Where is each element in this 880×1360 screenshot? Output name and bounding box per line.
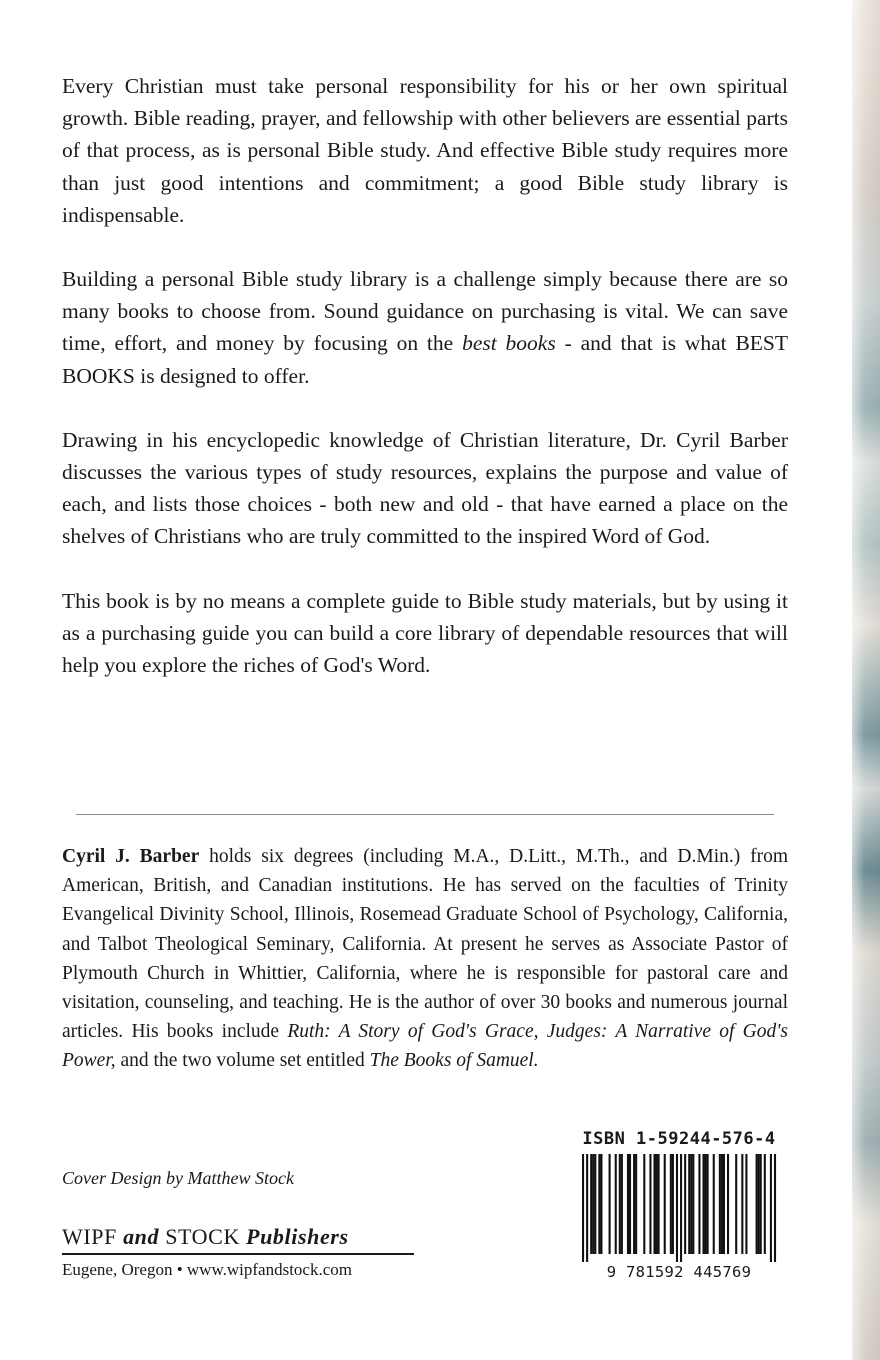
barcode-bar xyxy=(676,1154,678,1262)
barcode-bar xyxy=(670,1154,672,1254)
isbn-barcode-block xyxy=(578,1128,780,1288)
barcode-bar xyxy=(690,1154,692,1254)
barcode-bar xyxy=(635,1154,637,1254)
barcode-bar xyxy=(629,1154,631,1254)
author-name: Cyril J. Barber xyxy=(62,846,200,867)
barcode-bar xyxy=(745,1154,747,1254)
barcode-bar xyxy=(707,1154,709,1254)
barcode-bar xyxy=(582,1154,584,1262)
barcode-bar xyxy=(592,1154,594,1254)
publisher-name-publishers: Publishers xyxy=(246,1224,349,1249)
barcode-bar xyxy=(609,1154,611,1254)
barcode-bar xyxy=(756,1154,758,1254)
barcode-bar xyxy=(702,1154,704,1254)
barcode-bar xyxy=(615,1154,617,1254)
barcode-bar xyxy=(649,1154,651,1254)
publisher-name-and: and xyxy=(123,1224,160,1249)
barcode-bar xyxy=(658,1154,660,1254)
barcode-bar xyxy=(705,1154,707,1254)
barcode-bar xyxy=(764,1154,766,1254)
blurb-paragraph-3: Drawing in his encyclopedic knowledge of Christian literature, Dr. Cyril Barber discusses the various types of study resources, explains the purpose and value of each, and lists those choices - both new and old - that have earned a place on the shelves of Christians who are truly committed to the inspired Word of God. xyxy=(62,427,788,549)
publisher-name-wipf: WIPF xyxy=(62,1224,124,1249)
blurb-paragraph-2-start: Building a personal Bible study library is a challenge simply because there are so many books to choose from. Sound guidance on purchasing is vital. We can save time, effort, and money by focusing on the xyxy=(62,267,788,356)
book-title-judges: Judges: A Narrative of God's Power, xyxy=(62,1021,789,1072)
publisher-name-stock: STOCK xyxy=(159,1224,247,1249)
barcode-bar xyxy=(633,1154,635,1254)
publisher-imprint xyxy=(62,1222,414,1282)
barcode-bar xyxy=(653,1154,655,1254)
section-divider xyxy=(76,814,774,815)
author-bio-sep xyxy=(538,1021,546,1042)
publisher-address: Eugene, Oregon • www.wipfandstock.com xyxy=(62,1260,352,1279)
barcode-bar xyxy=(688,1154,690,1254)
book-title-ruth: Ruth: A Story of God's Grace, xyxy=(287,1021,539,1043)
barcode-bar xyxy=(627,1154,629,1254)
barcode-bar xyxy=(594,1154,596,1254)
barcode-bar xyxy=(723,1154,725,1254)
barcode-bar xyxy=(692,1154,694,1254)
barcode-bar xyxy=(619,1154,621,1254)
barcode-bar xyxy=(719,1154,721,1254)
barcode-bar xyxy=(770,1154,772,1262)
barcode-bar xyxy=(656,1154,658,1254)
barcode-bar xyxy=(698,1154,700,1254)
barcode-bar xyxy=(721,1154,723,1254)
barcode-bar xyxy=(672,1154,674,1254)
barcode-bar xyxy=(664,1154,666,1254)
barcode-bar xyxy=(713,1154,715,1254)
cover-design-credit: Cover Design by Matthew Stock xyxy=(62,1168,294,1188)
barcode-bar xyxy=(586,1154,588,1262)
barcode-bar xyxy=(741,1154,743,1254)
barcode-bar xyxy=(735,1154,737,1254)
barcode-bar xyxy=(621,1154,623,1254)
book-spine-edge xyxy=(852,0,880,1360)
blurb-paragraph-1: Every Christian must take personal responsibility for his or her own spiritual growth. Bible reading, prayer, and fellowship with other believers are essential parts of that process, as is personal Bible study. And effective Bible study requires more than just good intentions and commitment; a good Bible study library is indispensable. xyxy=(62,74,788,227)
barcode-bar xyxy=(680,1154,682,1262)
author-bio-text-2: and the two volume set entitled xyxy=(115,1050,370,1072)
barcode-bar xyxy=(727,1154,729,1254)
barcode-bar xyxy=(600,1154,602,1254)
blurb-paragraph-2 xyxy=(62,263,788,392)
barcode-bar xyxy=(774,1154,776,1262)
barcode-bar xyxy=(760,1154,762,1254)
barcode-digits: 9 781592 445769 xyxy=(606,1263,752,1281)
author-bio-text-1: holds six degrees (including M.A., D.Litt., M.Th., and D.Min.) from American, British, and Canadian institutions. He has served on the faculties of Trinity Evangelical Divinity School, Illinois, Rosemead Graduate School of Psychology, California, and Talbot Theological Seminary, California. At present he serves as Associate Pastor of Plymouth Church in Whittier, California, where he is responsible for pastoral care and visitation, counseling, and teaching. He is the author of over 30 books and numerous journal articles. His books include xyxy=(62,846,789,1043)
barcode-bar xyxy=(590,1154,592,1254)
barcode-bar xyxy=(684,1154,686,1254)
barcode-image xyxy=(578,1154,780,1262)
barcode-bar xyxy=(643,1154,645,1254)
publisher-rule xyxy=(62,1253,414,1255)
author-bio xyxy=(62,842,788,1076)
blurb-paragraph-4: This book is by no means a complete guide to Bible study materials, but by using it as a purchasing guide you can build a core library of dependable resources that will help you explore the riches of God's Word. xyxy=(62,588,788,678)
best-books-emphasis: best books xyxy=(462,331,556,356)
back-cover-blurb xyxy=(62,70,788,681)
barcode-bar xyxy=(758,1154,760,1254)
blurb-paragraph-2-end: - and that is what BEST BOOKS is designed to offer. xyxy=(62,331,789,388)
publisher-name xyxy=(62,1222,414,1252)
barcode-bar xyxy=(598,1154,600,1254)
book-title-samuel: The Books of Samuel. xyxy=(369,1050,539,1072)
isbn-label: ISBN 1-59244-576-4 xyxy=(582,1129,776,1149)
